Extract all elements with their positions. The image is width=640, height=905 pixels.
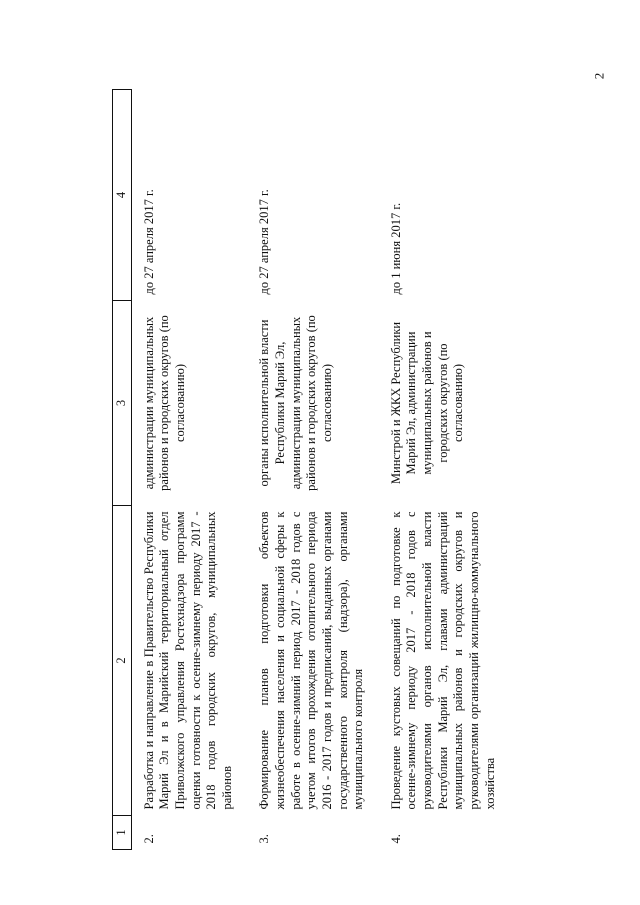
row-number: 3. [257,834,272,844]
task-description: Проведение кустовых совещаний по подготовке к осенне-зимнему периоду 2017 - 2018 годов с руководителями органов исполнительной власти Республики Марий Эл, главами администраций муниципальных районов и городских округов и руководителями организаций жилищно-коммунального хозяйства [388,511,497,810]
column-header-deadline: 4 [113,90,132,301]
deadline: до 27 апреля 2017 г. [141,189,156,295]
column-header-task: 2 [113,506,132,816]
table-row [131,90,247,850]
task-description: Формирование планов подготовки объектов жизнеобеспечения населения и социальной сферы к работе в осенне-зимний период 2017 - 2018 годов с учетом итогов прохождения отопительного периода 2016 - 2017 годов и предписаний, выданных органами государственного контроля (надзора), органами муниципального контроля [257,511,366,810]
table-row [247,90,378,850]
responsible-party: органы исполнительной власти Республики Марий Эл, администрации муниципальных районов и городских округов (по согласованию) [257,315,334,491]
row-number: 4. [388,834,403,844]
page-number: 2 [590,72,606,80]
deadline: до 1 июня 2017 г. [388,202,403,295]
deadline: до 27 апреля 2017 г. [257,189,272,295]
table-header-row [113,90,132,850]
table-row [379,90,510,850]
column-header-responsible: 3 [113,301,132,506]
responsible-party: администрации муниципальных районов и городских округов (по согласованию) [141,315,187,491]
row-number: 2. [141,834,156,844]
column-header-number: 1 [113,816,132,850]
task-description: Разработка и направление в Правительство Республики Марий Эл и в Марийский территориальный отдел Приволжского управления Ростехнадзора программ оценки готовности к осенне-зимнему периоду 2017 - 2018 годов городских округов, муниципальных районов [141,511,234,810]
responsible-party: Минстрой и ЖКХ Республики Марий Эл, администрации муниципальных районов и городских округов (по согласованию) [388,321,466,485]
plan-table-container [112,90,532,850]
plan-table [112,89,510,850]
